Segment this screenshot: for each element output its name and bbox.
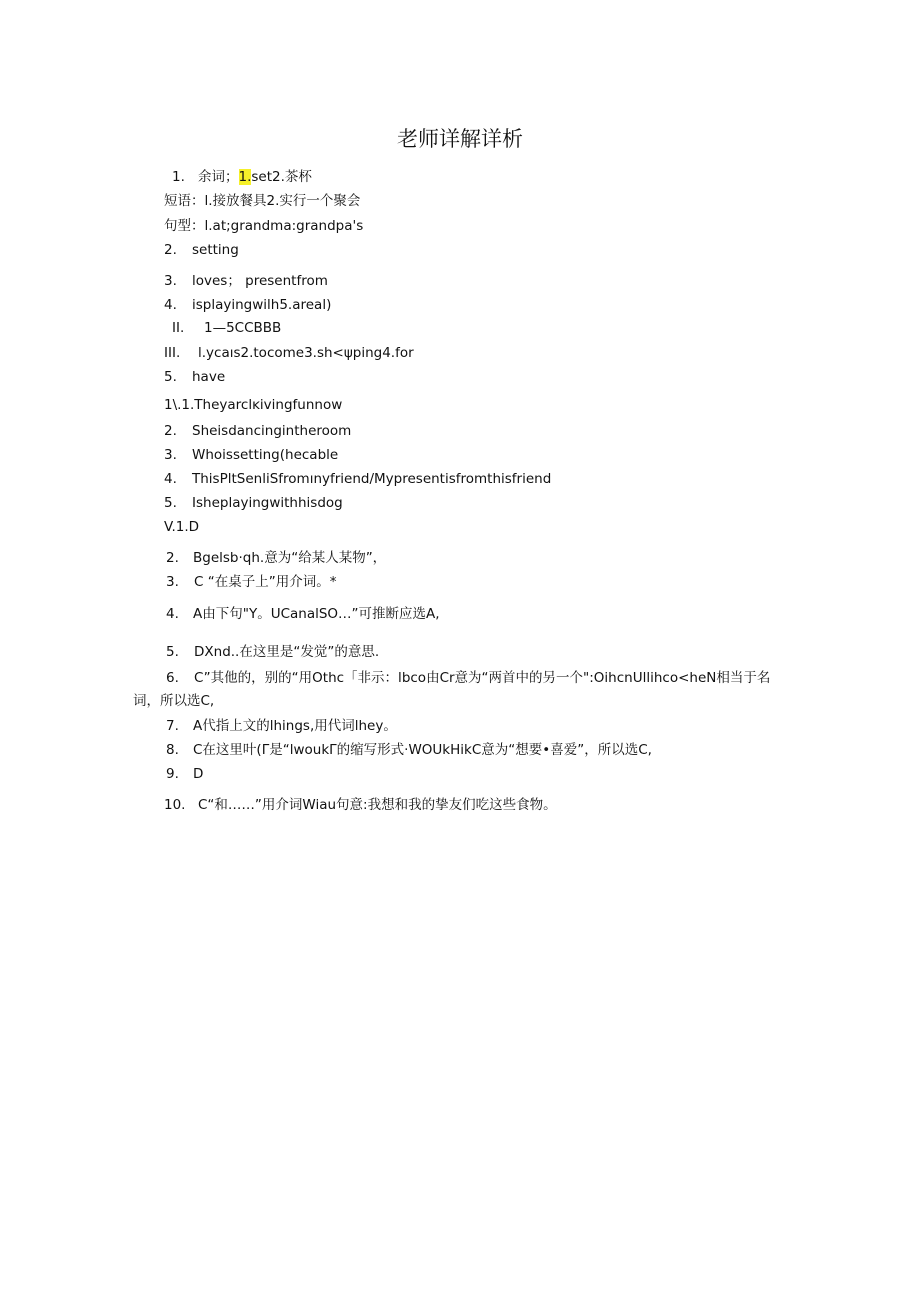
- line-number: 8.: [166, 742, 179, 758]
- line-text: C“和……”用介词Wiau句意:我想和我的挚友们吃这些食物。: [198, 797, 557, 813]
- answer-line: [164, 517, 199, 537]
- line-text: setting: [192, 242, 239, 258]
- line-number: 6.: [166, 670, 179, 686]
- line-text: ThisPltSenliSfromınyfriend/Mypresentisfromthisfriend: [192, 471, 552, 487]
- line-text: DXnd..在这里是“发觉”的意思.: [194, 644, 380, 660]
- answer-line: [166, 642, 379, 662]
- line-number: II.: [172, 320, 185, 336]
- answer-line: [133, 667, 793, 713]
- line-prefix: 余词；: [198, 169, 239, 185]
- answer-line: [164, 469, 551, 489]
- line-number: 9.: [166, 766, 179, 782]
- answer-line: [172, 318, 281, 338]
- line-text: isplayingwilh5.areal): [192, 297, 332, 313]
- answer-line: [164, 445, 338, 465]
- answer-line: [164, 493, 343, 513]
- line-number: 5.: [166, 644, 179, 660]
- page-title: 老师详解详析: [397, 127, 523, 151]
- line-number: 5.: [164, 495, 177, 511]
- line-number: III.: [164, 345, 181, 361]
- line-text: C”其他的，别的“用Othc「非示：lbco由Cr意为“两首中的另一个":OihcnUllihco<heN相当于名词，所以选C,: [133, 670, 771, 709]
- answer-line: [172, 167, 312, 187]
- line-number: 4.: [164, 297, 177, 313]
- answer-line: [164, 271, 328, 291]
- line-number: 3.: [164, 273, 177, 289]
- answer-line: [164, 795, 557, 815]
- line-text: have: [192, 369, 226, 385]
- line-text: loves； presentfrom: [192, 273, 328, 289]
- line-text: A代指上文的lhings,用代词lhey。: [193, 718, 397, 734]
- line-number: 3.: [164, 447, 177, 463]
- line-text: Isheplayingwithhisdog: [192, 495, 343, 511]
- line-number: 4.: [164, 471, 177, 487]
- highlighted-text: 1.: [238, 169, 252, 185]
- line-number: 5.: [164, 369, 177, 385]
- answer-line: [166, 716, 397, 736]
- line-number: 7.: [166, 718, 179, 734]
- line-text: 1\.1.Theyarclĸivingfunnow: [164, 397, 343, 413]
- line-text: A由下句"Y。UCanalSO…”可推断应选A,: [193, 606, 440, 622]
- answer-line: [164, 421, 351, 441]
- answer-line: [166, 764, 203, 784]
- line-number: 10.: [164, 797, 186, 813]
- answer-line: [164, 216, 363, 236]
- answer-line: [166, 740, 652, 760]
- line-text: C “在桌子上”用介词。*: [194, 574, 337, 590]
- line-text: 句型：l.at;grandma:grandpa's: [164, 218, 364, 234]
- line-text: Whoissetting(hecable: [192, 447, 339, 463]
- line-text: D: [193, 766, 204, 782]
- answer-line: [166, 572, 336, 592]
- line-number: 3.: [166, 574, 179, 590]
- line-text: Bgelsb·qh.意为“给某人某物”，: [193, 550, 387, 566]
- line-number: 2.: [166, 550, 179, 566]
- answer-line: [166, 548, 386, 568]
- line-text: 短语：l.接放餐具2.实行一个聚会: [164, 193, 361, 209]
- answer-line: [164, 191, 360, 211]
- line-number: 2.: [164, 423, 177, 439]
- line-text: C在这里叶(Γ是“lwoukΓ的缩写形式·WOUkHikC意为“想要•喜爱”，所以选C,: [193, 742, 652, 758]
- line-text: Sheisdancingintheroom: [192, 423, 352, 439]
- line-number: 4.: [166, 606, 179, 622]
- answer-line: [164, 395, 342, 415]
- line-text: 1—5CCBBB: [204, 320, 282, 336]
- line-text: set2.茶杯: [251, 169, 312, 185]
- line-number: 1.: [172, 169, 185, 185]
- answer-line: [166, 604, 440, 624]
- answer-line: [164, 343, 414, 363]
- answer-line: [164, 295, 331, 315]
- answer-line: [164, 240, 239, 260]
- answer-line: [164, 367, 225, 387]
- line-text: l.ycaıs2.tocome3.sh<ψping4.for: [198, 345, 414, 361]
- line-text: V.1.D: [164, 519, 200, 535]
- line-number: 2.: [164, 242, 177, 258]
